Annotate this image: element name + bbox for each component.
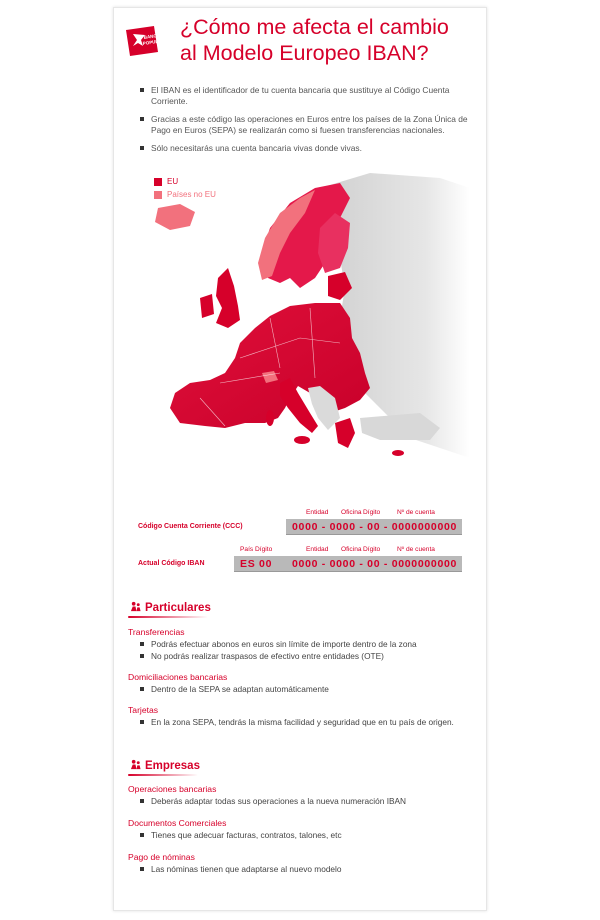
group-title: Documentos Comerciales	[128, 818, 227, 828]
list-item: Podrás efectuar abonos en euros sin límite de importe dentro de la zona	[140, 639, 475, 650]
map-region-iceland	[155, 204, 195, 230]
section-empresas-title	[130, 759, 200, 772]
ccc-header-entidad: Entidad	[306, 509, 329, 516]
intro-list	[140, 85, 470, 162]
ccc-value: 0000 - 0000 - 00 - 0000000000	[286, 519, 462, 535]
ccc-header-digito: Dígito	[363, 509, 381, 516]
intro-item: Gracias a este código las operaciones en Euros entre los países de la Zona Única de Pago en Euros (SEPA) se realizarán como si fuesen transferencias nacionales.	[140, 114, 470, 135]
title-line-1: ¿Cómo me afecta el cambio	[180, 15, 449, 39]
legend-label-non-eu: Países no EU	[167, 190, 216, 199]
legend-label-eu: EU	[167, 177, 179, 186]
group-title: Operaciones bancarias	[128, 784, 217, 794]
svg-text:BANCO: BANCO	[143, 32, 161, 40]
map-region-sardinia	[266, 410, 274, 426]
section-underline	[128, 774, 198, 776]
map-region-sicily	[294, 436, 310, 444]
group-title: Pago de nóminas	[128, 852, 195, 862]
intro-item: El IBAN es el identificador de tu cuenta bancaria que sustituye al Código Cuenta Corriente.	[140, 85, 470, 106]
svg-text:POPULAR: POPULAR	[142, 37, 165, 46]
people-icon	[130, 759, 141, 770]
iban-label: Actual Código IBAN	[138, 560, 205, 567]
ccc-header-oficina: Oficina	[341, 509, 362, 516]
section-underline	[128, 616, 208, 618]
group-title: Transferencias	[128, 627, 185, 637]
section-title-text: Empresas	[145, 760, 200, 772]
banco-popular-logo	[124, 26, 168, 56]
list-item: En la zona SEPA, tendrás la misma facilidad y seguridad que en tu país de origen.	[140, 717, 470, 728]
map-region-cyprus	[392, 450, 404, 456]
europe-map	[140, 168, 470, 468]
map-region-ireland	[200, 294, 214, 318]
section-particulares-title	[130, 601, 211, 614]
iban-header-entidad: Entidad	[306, 546, 329, 553]
group-title: Domiciliaciones bancarias	[128, 672, 228, 682]
iban-header-pais: País Dígito	[240, 546, 273, 553]
page-title	[180, 14, 480, 66]
section-title-text: Particulares	[145, 602, 211, 614]
map-region-greece	[335, 418, 355, 448]
iban-country: ES 00	[234, 556, 286, 572]
ccc-label: Código Cuenta Corriente (CCC)	[138, 523, 243, 530]
iban-header-digito: Dígito	[363, 546, 381, 553]
map-region-uk	[216, 268, 240, 328]
intro-item: Sólo necesitarás una cuenta bancaria vivas donde vivas.	[140, 143, 470, 154]
title-line-2: al Modelo Europeo IBAN?	[180, 41, 429, 65]
map-region-mainland	[170, 303, 370, 428]
iban-value: 0000 - 0000 - 00 - 0000000000	[286, 556, 462, 572]
list-item: Tienes que adecuar facturas, contratos, talones, etc	[140, 830, 475, 841]
people-icon	[130, 601, 141, 612]
list-item: No podrás realizar traspasos de efectivo entre entidades (OTE)	[140, 651, 475, 662]
list-item: Dentro de la SEPA se adaptan automáticamente	[140, 684, 475, 695]
ccc-header-cuenta: Nº de cuenta	[397, 509, 435, 516]
iban-header-oficina: Oficina	[341, 546, 362, 553]
list-item: Deberás adaptar todas sus operaciones a la nueva numeración IBAN	[140, 796, 475, 807]
group-title: Tarjetas	[128, 705, 159, 715]
iban-header-cuenta: Nº de cuenta	[397, 546, 435, 553]
list-item: Las nóminas tienen que adaptarse al nuevo modelo	[140, 864, 475, 875]
